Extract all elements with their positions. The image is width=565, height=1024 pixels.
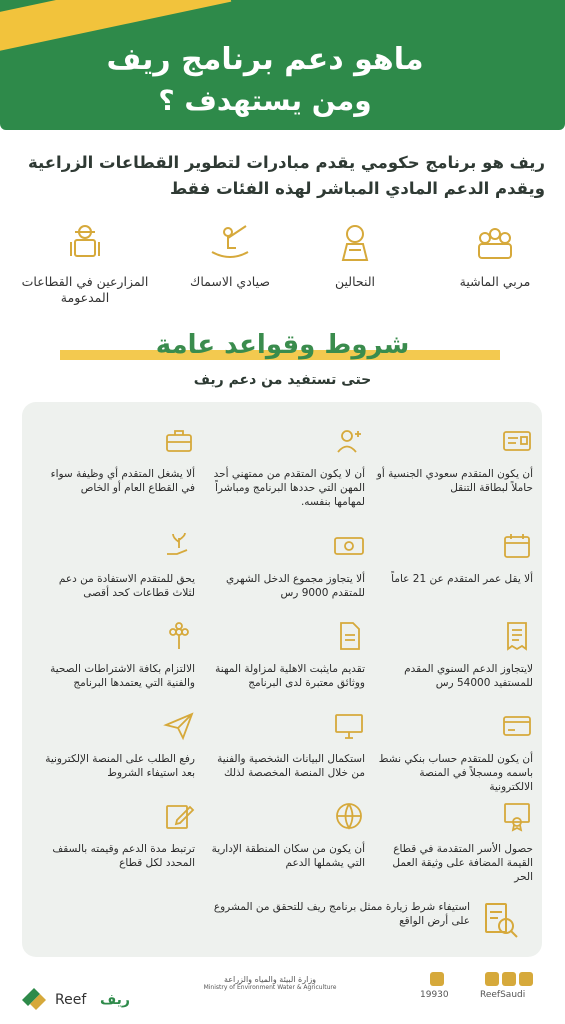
condition-text: استيفاء شرط زيارة ممثل برنامج ريف للتحقق من المشروع على أرض الواقع [213,901,470,927]
condition-item [35,425,195,495]
flower-icon [163,620,195,652]
social-handle: ReefSaudi [480,990,526,1000]
condition-item [373,425,533,495]
beekeeper-icon [331,220,379,268]
condition-item [373,530,533,586]
category-livestock [435,220,555,290]
category-beekeeper [295,220,415,290]
edit-icon [163,800,195,832]
condition-text: ألا يتجاوز مجموع الدخل الشهري للمتقدم 9000 رس [225,573,365,599]
inspection-icon [480,900,520,940]
condition-item [35,800,195,870]
farmer-icon [61,220,109,268]
brand-name-ar: ريف [100,992,130,1008]
globe-icon [333,800,365,832]
condition-text: ترتبط مدة الدعم وقيمته بالسقف المحدد لكل قطاع [52,843,195,869]
fisherman-icon [206,220,254,268]
condition-text: ألا يشغل المتقدم أي وظيفة سواء في القطاع العام أو الخاص [50,468,195,494]
category-label: النحالين [334,274,376,289]
twitter-icon [519,972,533,986]
add-person-icon [333,425,365,457]
section-title: شروط وقواعد عامة [155,330,410,360]
ministry-name-en: Ministry of Environment Water & Agriculture [203,984,337,991]
condition-text: لايتجاوز الدعم السنوي المقدم للمستفيد 54000 رس [404,663,533,689]
page-title-line2: ومن يستهدف ؟ [158,84,372,117]
document-icon [333,620,365,652]
condition-text: استكمال البيانات الشخصية والفنية من خلال المنصة المخصصة لذلك [217,753,365,779]
condition-item [373,620,533,690]
phone-icon [430,972,444,986]
ministry-name: وزارة البيئة والمياه والزراعة [223,975,317,984]
phone-number: 19930 [420,990,449,1000]
condition-text: أن يكون من سكان المنطقة الإدارية التي يشملها الدعم [211,843,365,869]
condition-item [205,530,365,600]
condition-item [205,800,365,870]
section-subtitle: حتى تستفيد من دعم ريف [193,372,372,388]
receipt-icon [501,620,533,652]
condition-text: أن لا يكون المتقدم من ممتهني أحد المهن التي حددها البرنامج ومباشراً لمهامها بنفسه. [213,468,365,508]
brand-name-en: Reef [55,992,87,1008]
hand-plant-icon [163,530,195,562]
condition-text: رفع الطلب على المنصة الإلكترونية بعد استيفاء الشروط [45,753,195,779]
condition-text: تقديم مايثبت الاهلية لمزاولة المهنة ووثائق معتبرة لدى البرنامج [215,663,365,689]
condition-item [373,800,533,884]
condition-item [35,620,195,690]
category-farmer [10,220,160,306]
money-icon [333,530,365,562]
certificate-icon [501,800,533,832]
condition-item [205,620,365,690]
condition-item [205,425,365,509]
page-title-line1: ماهو دعم برنامج ريف [106,42,424,77]
id-card-icon [501,425,533,457]
condition-item-last [200,900,510,928]
calendar-icon [501,530,533,562]
ministry-logo [200,975,340,991]
category-label: المزارعين في القطاعات المدعومة [21,274,149,305]
condition-item [373,710,533,794]
livestock-icon [471,220,519,268]
bank-card-icon [501,710,533,742]
condition-text: أن يكون المتقدم سعودي الجنسية أو حاملاً لبطاقة التنقل [376,468,533,494]
category-label: صيادي الاسماك [190,274,270,289]
header-banner [0,0,565,130]
condition-text: أن يكون للمتقدم حساب بنكي نشط باسمه ومسجلاً في المنصة الالكترونية [378,753,533,793]
condition-text: الالتزام بكافة الاشتراطات الصحية والفنية التي يعتمدها البرنامج [50,663,195,689]
briefcase-icon [163,425,195,457]
condition-item [205,710,365,780]
condition-item [35,710,195,780]
condition-text: يحق للمتقدم الاستفادة من دعم لثلاث قطاعات كحد أقصى [58,573,195,599]
paper-plane-icon [163,710,195,742]
category-fisherman [170,220,290,290]
condition-text: ألا يقل عمر المتقدم عن 21 عاماً [391,573,533,585]
category-label: مربي الماشية [459,274,531,289]
instagram-icon [485,972,499,986]
condition-item [35,530,195,600]
monitor-icon [333,710,365,742]
intro-text: ريف هو برنامج حكومي يقدم مبادرات لتطوير القطاعات الزراعية ويقدم الدعم المادي المباشر لهذه الفئات فقط [28,153,545,198]
snapchat-icon [502,972,516,986]
condition-text: حصول الأسر المتقدمة في قطاع القيمة المضافة على وثيقة العمل الحر [392,843,533,883]
